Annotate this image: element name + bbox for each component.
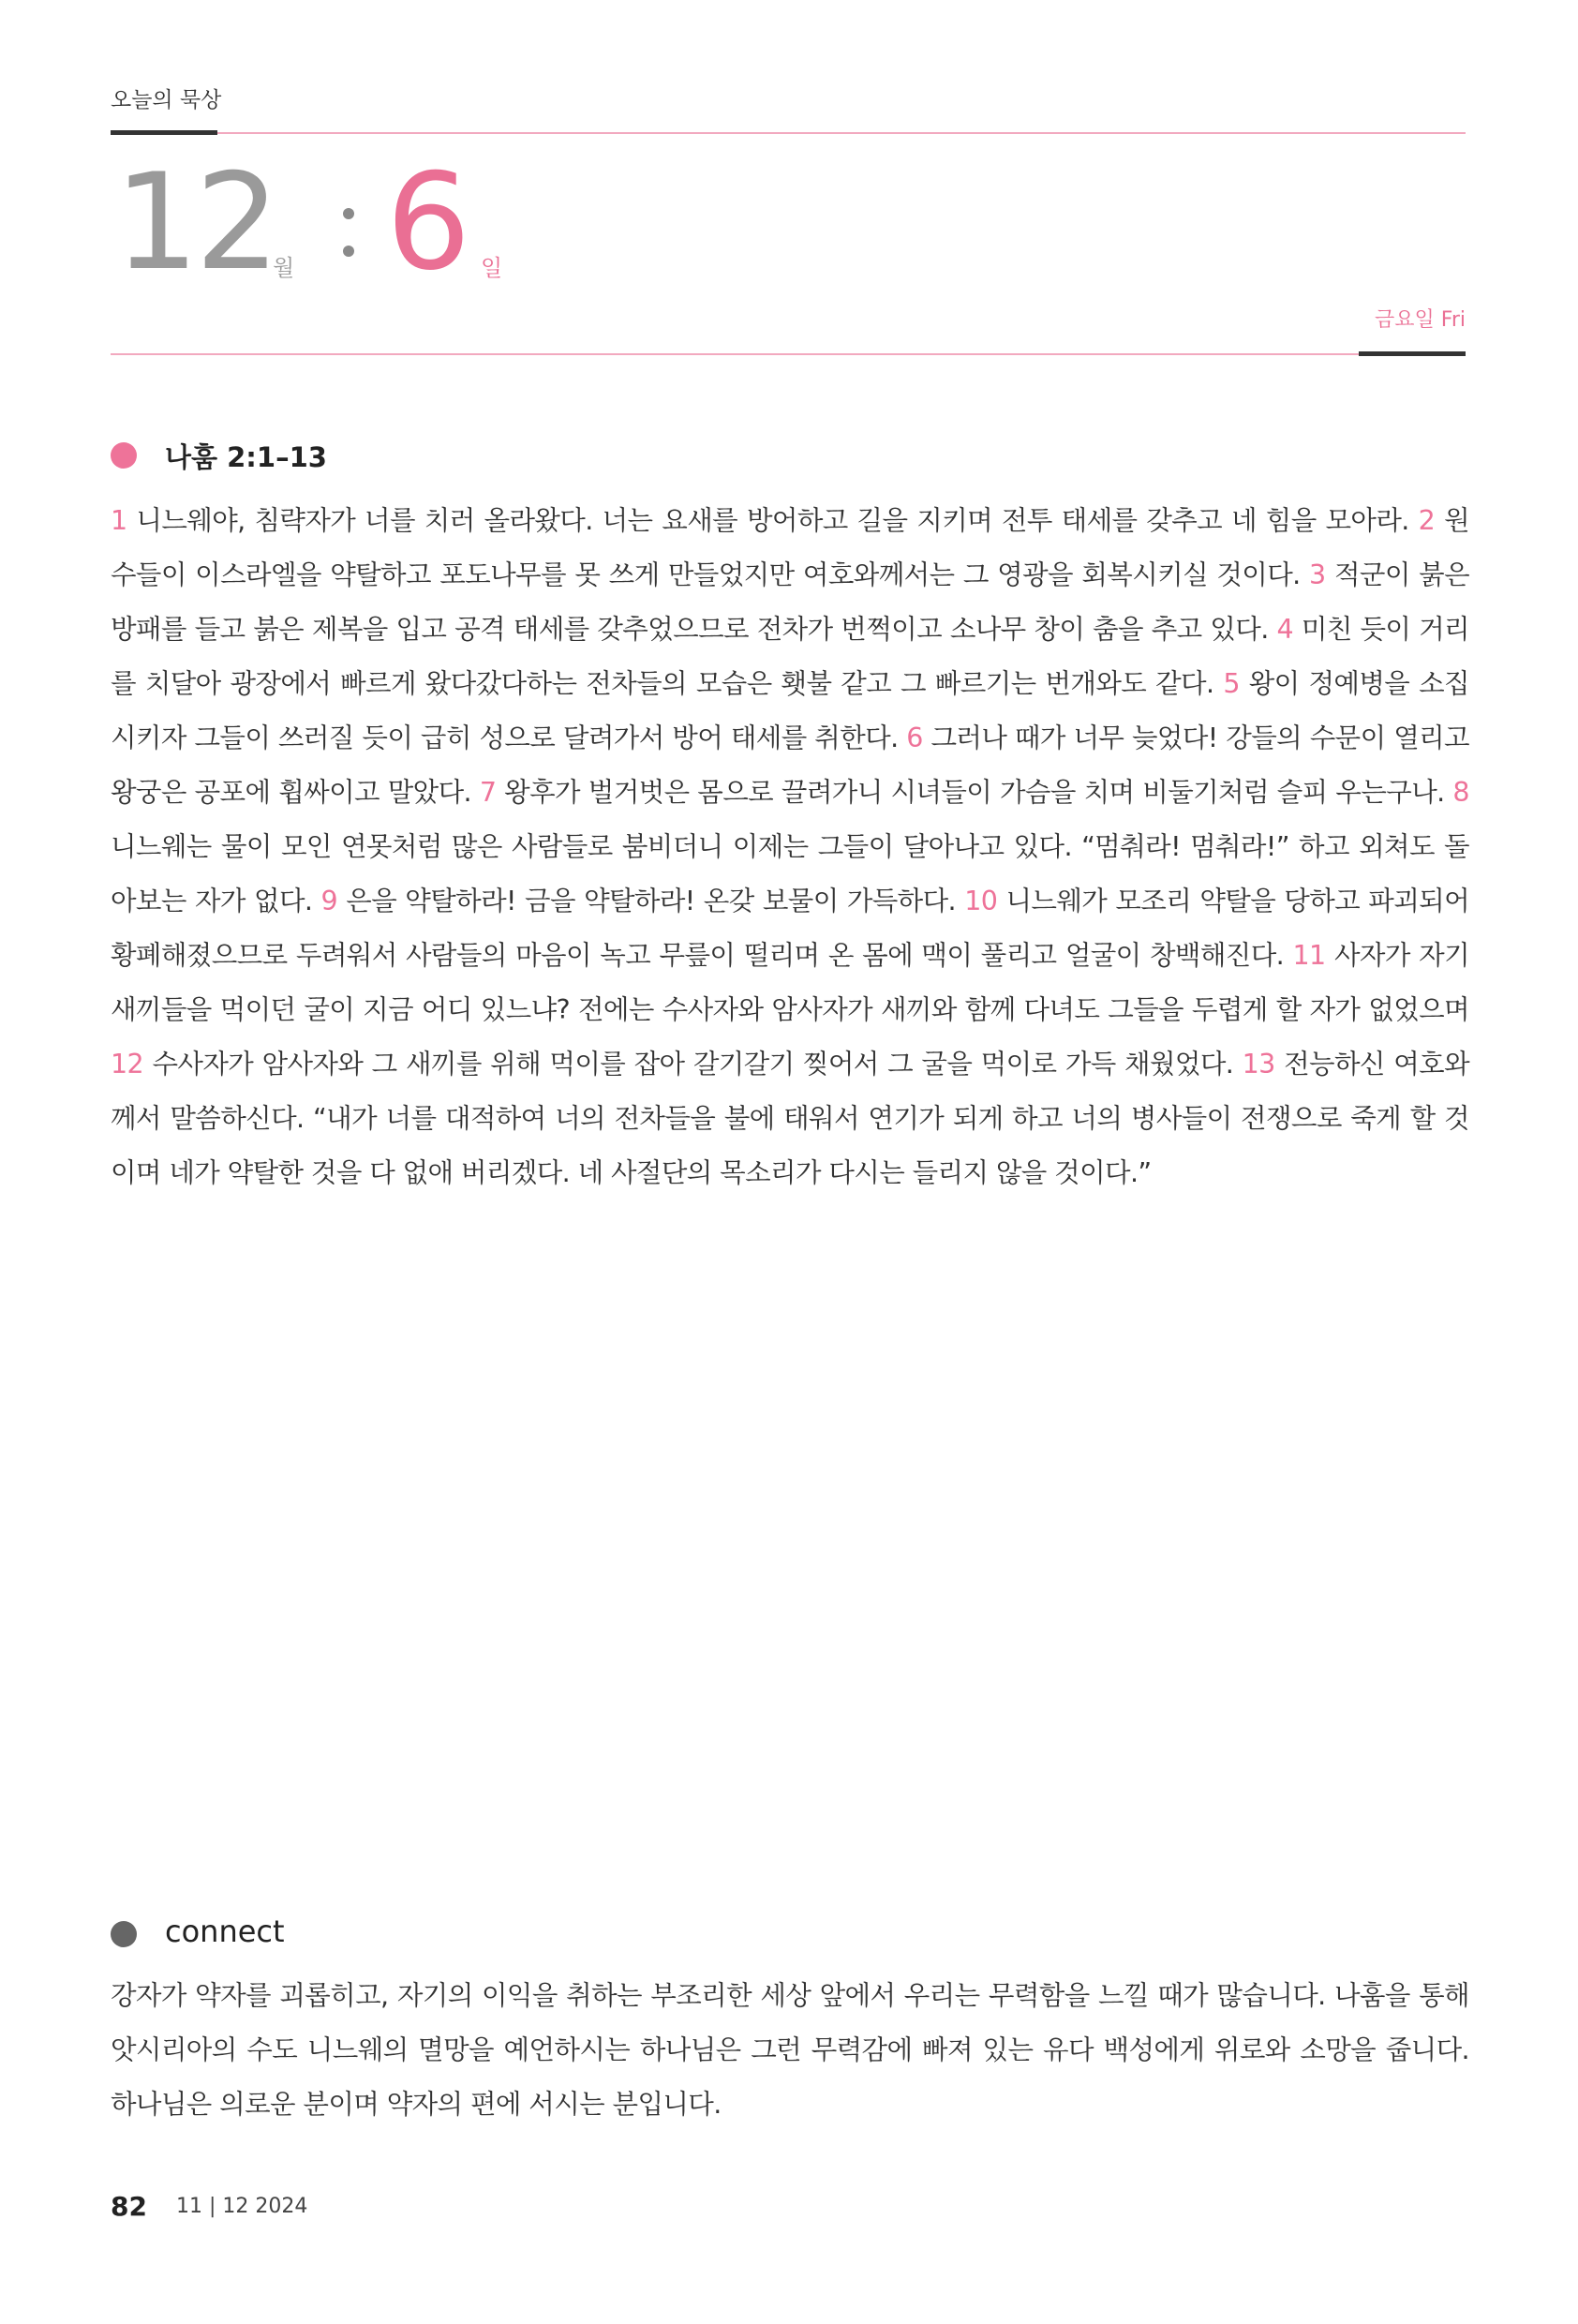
weekday-underline <box>1359 351 1466 356</box>
verse-text: 니느웨가 모조리 약탈을 당하고 파괴되어 황폐해졌으므로 두려워서 사람들의 마음이 녹고 무릎이 떨리며 온 몸에 맥이 풀리고 얼굴이 창백해진다. <box>111 886 1469 971</box>
verse-text: 니느웨는 물이 모인 연못처럼 많은 사람들로 붐비더니 이제는 그들이 달아나고 있다. “멈춰라! 멈춰라!” 하고 외쳐도 돌아보는 자가 없다. <box>111 831 1469 916</box>
verse-text: 왕후가 벌거벗은 몸으로 끌려가니 시녀들이 가슴을 치며 비둘기처럼 슬피 우는구나. <box>504 777 1445 808</box>
verse-number: 4 <box>1276 614 1294 645</box>
verse-text: 수사자가 암사자와 그 새끼를 위해 먹이를 잡아 갈기갈기 찢어서 그 굴을 먹이로 가득 채웠었다. <box>152 1049 1234 1080</box>
section-label-underline <box>111 130 217 135</box>
verse-text: 왕이 정예병을 소집시키자 그들이 쓰러질 듯이 급히 성으로 달려가서 방어 태세를 취한다. <box>111 668 1469 753</box>
verse-text: 니느웨야, 침략자가 너를 치러 올라왔다. 너는 요새를 방어하고 길을 지키며 전투 태세를 갖추고 네 힘을 모아라. <box>136 505 1409 536</box>
verse-number: 9 <box>320 886 338 916</box>
verse-number: 10 <box>964 886 998 916</box>
verse-number: 11 <box>1292 940 1326 971</box>
scripture-bullet-icon <box>111 442 137 469</box>
verse-number: 6 <box>906 723 923 753</box>
verse-number: 8 <box>1452 777 1469 808</box>
verse-number: 13 <box>1242 1049 1275 1080</box>
verse-number: 2 <box>1418 505 1436 536</box>
verse-number: 5 <box>1223 668 1240 699</box>
top-divider <box>217 132 1466 134</box>
verse-number: 7 <box>479 777 497 808</box>
verse-text: 사자가 자기 새끼들을 먹이던 굴이 지금 어디 있느냐? 전에는 수사자와 암사자가 새끼와 함께 다녀도 그들을 두렵게 할 자가 없었으며 <box>111 940 1470 1025</box>
month-unit: 월 <box>273 255 295 281</box>
verse-text: 미친 듯이 거리를 치달아 광장에서 빠르게 왔다갔다하는 전차들의 모습은 횃불 같고 그 빠르기는 번개와도 같다. <box>111 614 1469 699</box>
scripture-reference: 나훔 2:1–13 <box>165 441 327 473</box>
page-number: 82 <box>111 2191 147 2222</box>
verse-number: 1 <box>111 505 127 536</box>
verse-text: 그러나 때가 너무 늦었다! 강들의 수문이 열리고 왕궁은 공포에 휩싸이고 말았다. <box>111 723 1469 808</box>
connect-text: 강자가 약자를 괴롭히고, 자기의 이익을 취하는 부조리한 세상 앞에서 우리는 무력함을 느낄 때가 많습니다. 나훔을 통해 앗시리아의 수도 니느웨의 멸망을 예언하시는 하나님은 그런 무력감에 빠져 있는 유다 백성에게 위로와 소망을 줍니다. 하나님은 의로운 분이며 약자의 편에 서시는 분입니다. <box>111 1980 1469 2120</box>
day-unit: 일 <box>481 255 503 281</box>
verse-text: 은을 약탈하라! 금을 약탈하라! 온갖 보물이 가득하다. <box>346 886 956 916</box>
verse-number: 12 <box>111 1049 144 1080</box>
verse-text: 원수들이 이스라엘을 약탈하고 포도나무를 못 쓰게 만들었지만 여호와께서는 그 영광을 회복시키실 것이다. <box>111 505 1469 590</box>
section-label: 오늘의 묵상 <box>111 88 222 112</box>
weekday-label: 금요일 Fri <box>1375 308 1466 332</box>
verse-text: 적군이 붉은 방패를 들고 붉은 제복을 입고 공격 태세를 갖추었으므로 전차가 번쩍이고 소나무 창이 춤을 추고 있다. <box>111 559 1469 645</box>
verse-text: 전능하신 여호와께서 말씀하신다. “내가 너를 대적하여 너의 전차들을 불에 태워서 연기가 되게 하고 너의 병사들이 전쟁으로 죽게 할 것이며 네가 약탈한 것을 다 없애 버리겠다. 네 사절단의 목소리가 다시는 들리지 않을 것이다.” <box>111 1049 1470 1188</box>
connect-bullet-icon <box>111 1921 137 1947</box>
date-colon-dot-bottom <box>343 246 354 257</box>
connect-heading: connect <box>165 1914 285 1949</box>
month-number: 12 <box>114 145 276 300</box>
issue-date: 11 | 12 2024 <box>176 2195 308 2218</box>
day-number: 6 <box>386 145 471 300</box>
scripture-text <box>111 494 1469 1200</box>
verse-number: 3 <box>1309 559 1326 590</box>
date-divider <box>111 353 1359 355</box>
date-colon-dot-top <box>343 208 354 219</box>
